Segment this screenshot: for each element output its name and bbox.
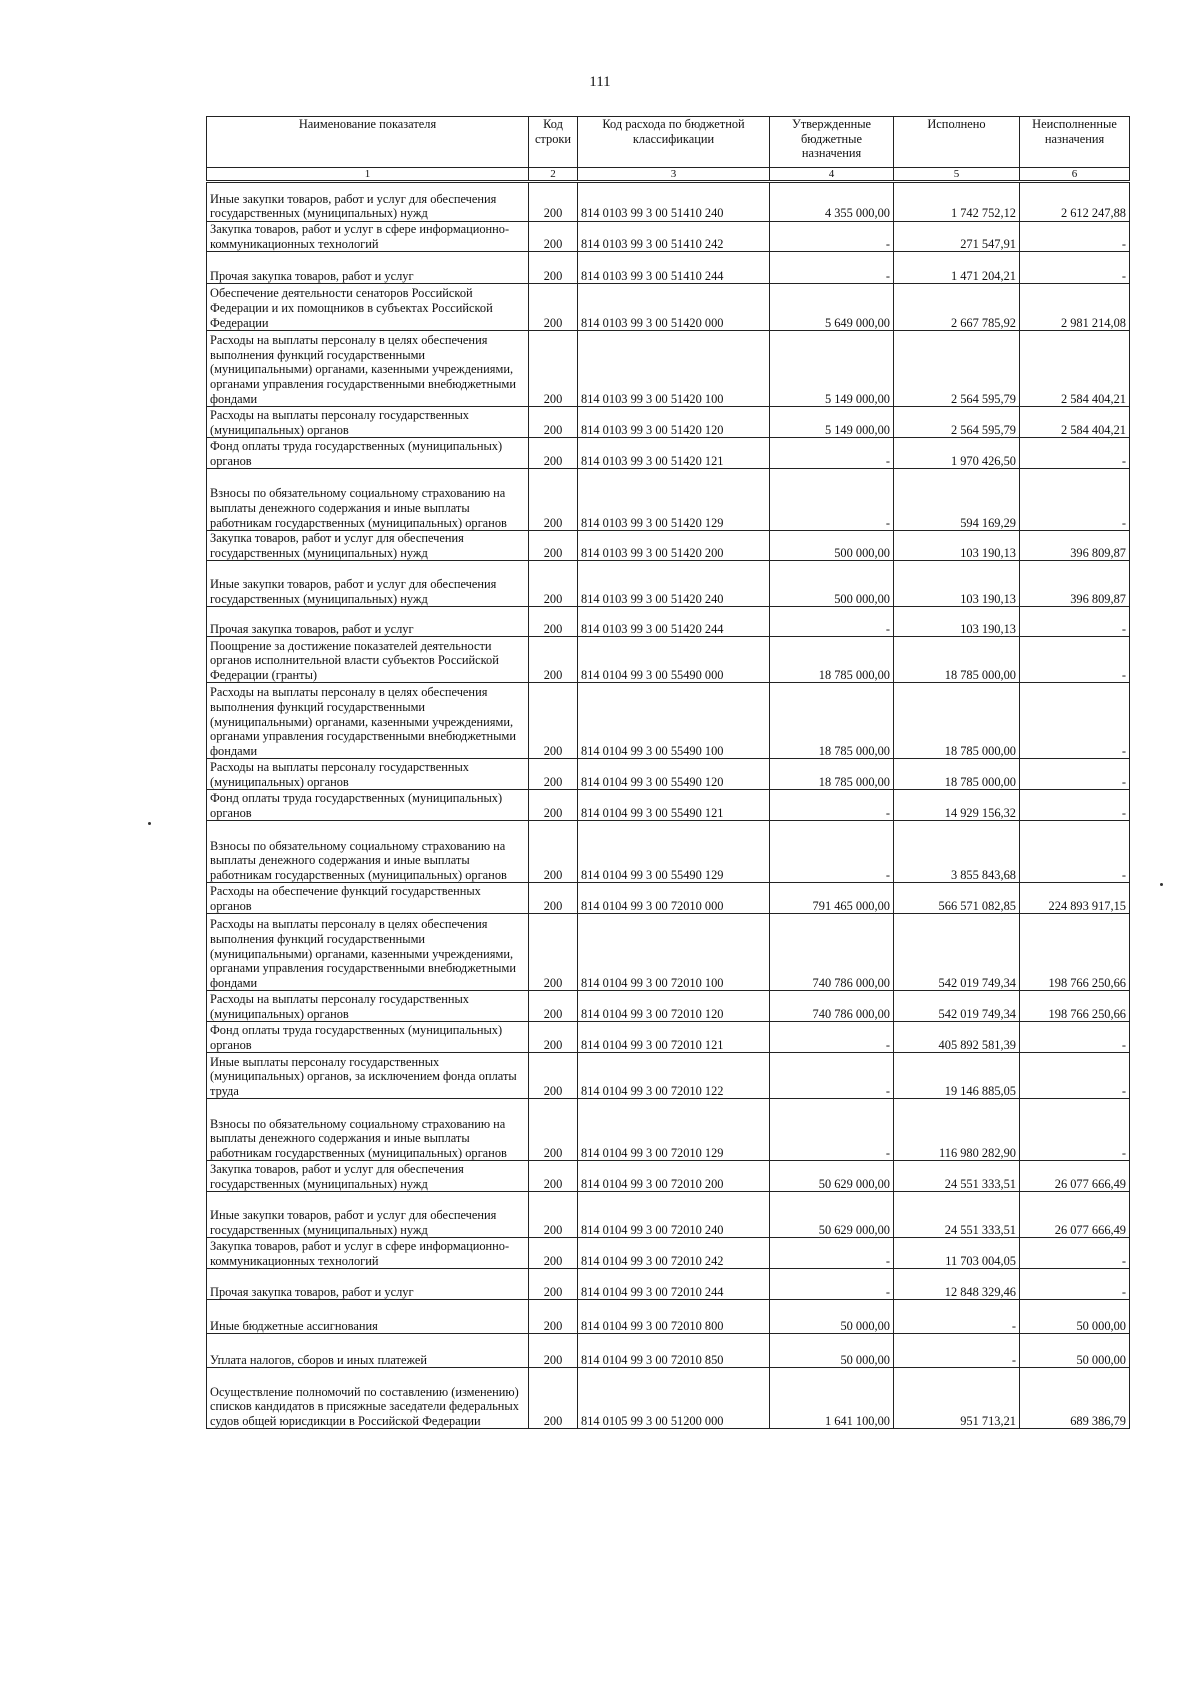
row-approved: 50 000,00 — [770, 1334, 894, 1368]
row-line-code: 200 — [529, 222, 578, 252]
row-line-code: 200 — [529, 1022, 578, 1053]
row-line-code: 200 — [529, 1368, 578, 1429]
row-unexecuted: - — [1020, 1238, 1130, 1269]
row-kbk: 814 0104 99 3 00 55490 100 — [578, 683, 770, 759]
row-kbk: 814 0104 99 3 00 72010 120 — [578, 991, 770, 1022]
table-row — [207, 683, 1130, 759]
table-row — [207, 607, 1130, 637]
row-approved: 1 641 100,00 — [770, 1368, 894, 1429]
row-name: Фонд оплаты труда государственных (муниципальных) органов — [207, 1022, 529, 1053]
table-row — [207, 821, 1130, 883]
row-line-code: 200 — [529, 531, 578, 561]
row-unexecuted: 26 077 666,49 — [1020, 1161, 1130, 1192]
row-unexecuted: - — [1020, 607, 1130, 637]
row-executed: 103 190,13 — [894, 561, 1020, 607]
row-executed: 1 970 426,50 — [894, 438, 1020, 469]
row-name: Расходы на обеспечение функций государственных органов — [207, 883, 529, 914]
row-kbk: 814 0103 99 3 00 51420 121 — [578, 438, 770, 469]
row-name: Расходы на выплаты персоналу государственных (муниципальных) органов — [207, 991, 529, 1022]
row-unexecuted: 396 809,87 — [1020, 531, 1130, 561]
row-unexecuted: - — [1020, 222, 1130, 252]
row-name: Расходы на выплаты персоналу в целях обеспечения выполнения функций государственными (муниципальными) органами, казенными учреждениями, органами управления государственными внебюджетными фондами — [207, 914, 529, 991]
row-kbk: 814 0104 99 3 00 72010 200 — [578, 1161, 770, 1192]
row-approved: 50 000,00 — [770, 1300, 894, 1334]
row-name: Иные закупки товаров, работ и услуг для обеспечения государственных (муниципальных) нужд — [207, 561, 529, 607]
row-executed: 951 713,21 — [894, 1368, 1020, 1429]
row-kbk: 814 0103 99 3 00 51420 129 — [578, 469, 770, 531]
page-number: 111 — [589, 74, 611, 90]
row-line-code: 200 — [529, 182, 578, 222]
row-line-code: 200 — [529, 991, 578, 1022]
row-unexecuted: 689 386,79 — [1020, 1368, 1130, 1429]
row-name: Фонд оплаты труда государственных (муниципальных) органов — [207, 790, 529, 821]
row-name: Иные закупки товаров, работ и услуг для обеспечения государственных (муниципальных) нужд — [207, 182, 529, 222]
table-row — [207, 1022, 1130, 1053]
row-approved: - — [770, 821, 894, 883]
row-name: Взносы по обязательному социальному страхованию на выплаты денежного содержания и иные выплаты работникам государственных (муниципальных) органов — [207, 469, 529, 531]
row-line-code: 200 — [529, 821, 578, 883]
row-approved: 791 465 000,00 — [770, 883, 894, 914]
row-approved: 50 629 000,00 — [770, 1161, 894, 1192]
row-name: Фонд оплаты труда государственных (муниципальных) органов — [207, 438, 529, 469]
row-name: Иные закупки товаров, работ и услуг для обеспечения государственных (муниципальных) нужд — [207, 1192, 529, 1238]
table-row — [207, 1238, 1130, 1269]
row-kbk: 814 0104 99 3 00 72010 000 — [578, 883, 770, 914]
row-executed: - — [894, 1334, 1020, 1368]
row-kbk: 814 0103 99 3 00 51420 240 — [578, 561, 770, 607]
row-line-code: 200 — [529, 284, 578, 331]
row-kbk: 814 0104 99 3 00 72010 100 — [578, 914, 770, 991]
row-name: Осуществление полномочий по составлению (изменению) списков кандидатов в присяжные заседатели федеральных судов общей юрисдикции в Российской Федерации — [207, 1368, 529, 1429]
row-line-code: 200 — [529, 914, 578, 991]
row-approved: - — [770, 1269, 894, 1300]
table-row — [207, 331, 1130, 407]
row-unexecuted: - — [1020, 790, 1130, 821]
column-number: 2 — [529, 168, 578, 182]
row-approved: 740 786 000,00 — [770, 991, 894, 1022]
row-executed: 2 667 785,92 — [894, 284, 1020, 331]
table-row — [207, 883, 1130, 914]
row-approved: - — [770, 222, 894, 252]
row-name: Взносы по обязательному социальному страхованию на выплаты денежного содержания и иные выплаты работникам государственных (муниципальных) органов — [207, 1099, 529, 1161]
row-unexecuted: - — [1020, 252, 1130, 284]
row-executed: 18 785 000,00 — [894, 683, 1020, 759]
row-kbk: 814 0104 99 3 00 55490 000 — [578, 637, 770, 683]
table-row — [207, 759, 1130, 790]
row-line-code: 200 — [529, 759, 578, 790]
row-line-code: 200 — [529, 331, 578, 407]
budget-execution-table — [206, 116, 1130, 1429]
table-row — [207, 222, 1130, 252]
row-executed: 116 980 282,90 — [894, 1099, 1020, 1161]
row-executed: 271 547,91 — [894, 222, 1020, 252]
table-row — [207, 1269, 1130, 1300]
table-row — [207, 914, 1130, 991]
row-kbk: 814 0104 99 3 00 72010 121 — [578, 1022, 770, 1053]
row-approved: 18 785 000,00 — [770, 637, 894, 683]
row-kbk: 814 0105 99 3 00 51200 000 — [578, 1368, 770, 1429]
row-approved: - — [770, 790, 894, 821]
row-executed: 11 703 004,05 — [894, 1238, 1020, 1269]
header-name: Наименование показателя — [207, 117, 529, 168]
table-row — [207, 284, 1130, 331]
row-name: Поощрение за достижение показателей деятельности органов исполнительной власти субъектов Российской Федерации (гранты) — [207, 637, 529, 683]
row-kbk: 814 0104 99 3 00 55490 121 — [578, 790, 770, 821]
row-executed: 1 471 204,21 — [894, 252, 1020, 284]
row-approved: 4 355 000,00 — [770, 182, 894, 222]
table-row — [207, 531, 1130, 561]
table-row — [207, 991, 1130, 1022]
row-kbk: 814 0103 99 3 00 51420 120 — [578, 407, 770, 438]
row-unexecuted: 26 077 666,49 — [1020, 1192, 1130, 1238]
row-unexecuted: 2 981 214,08 — [1020, 284, 1130, 331]
row-approved: 5 149 000,00 — [770, 407, 894, 438]
row-executed: 103 190,13 — [894, 607, 1020, 637]
row-approved: 5 149 000,00 — [770, 331, 894, 407]
row-name: Прочая закупка товаров, работ и услуг — [207, 252, 529, 284]
row-name: Иные выплаты персоналу государственных (муниципальных) органов, за исключением фонда оплаты труда — [207, 1053, 529, 1099]
table-row — [207, 182, 1130, 222]
row-unexecuted: - — [1020, 1269, 1130, 1300]
table-row — [207, 1053, 1130, 1099]
header-executed: Исполнено — [894, 117, 1020, 168]
row-kbk: 814 0103 99 3 00 51420 244 — [578, 607, 770, 637]
row-executed: 19 146 885,05 — [894, 1053, 1020, 1099]
row-unexecuted: 2 584 404,21 — [1020, 407, 1130, 438]
row-name: Уплата налогов, сборов и иных платежей — [207, 1334, 529, 1368]
row-approved: 18 785 000,00 — [770, 759, 894, 790]
row-line-code: 200 — [529, 637, 578, 683]
row-executed: 14 929 156,32 — [894, 790, 1020, 821]
row-name: Взносы по обязательному социальному страхованию на выплаты денежного содержания и иные выплаты работникам государственных (муниципальных) органов — [207, 821, 529, 883]
row-unexecuted: 2 584 404,21 — [1020, 331, 1130, 407]
row-approved: 18 785 000,00 — [770, 683, 894, 759]
row-line-code: 200 — [529, 683, 578, 759]
row-approved: 500 000,00 — [770, 561, 894, 607]
row-unexecuted: - — [1020, 469, 1130, 531]
row-kbk: 814 0104 99 3 00 72010 800 — [578, 1300, 770, 1334]
row-kbk: 814 0104 99 3 00 55490 129 — [578, 821, 770, 883]
row-name: Расходы на выплаты персоналу в целях обеспечения выполнения функций государственными (муниципальными) органами, казенными учреждениями, органами управления государственными внебюджетными фондами — [207, 331, 529, 407]
column-number: 4 — [770, 168, 894, 182]
row-kbk: 814 0103 99 3 00 51410 244 — [578, 252, 770, 284]
row-unexecuted: - — [1020, 1022, 1130, 1053]
row-line-code: 200 — [529, 1192, 578, 1238]
row-executed: 542 019 749,34 — [894, 914, 1020, 991]
table-row — [207, 1099, 1130, 1161]
row-approved: 500 000,00 — [770, 531, 894, 561]
row-executed: 24 551 333,51 — [894, 1161, 1020, 1192]
row-line-code: 200 — [529, 252, 578, 284]
row-line-code: 200 — [529, 883, 578, 914]
row-unexecuted: - — [1020, 759, 1130, 790]
row-line-code: 200 — [529, 1099, 578, 1161]
row-name: Расходы на выплаты персоналу государственных (муниципальных) органов — [207, 759, 529, 790]
header-unexecuted: Неисполненные назначения — [1020, 117, 1130, 168]
table-row — [207, 252, 1130, 284]
row-name: Прочая закупка товаров, работ и услуг — [207, 1269, 529, 1300]
row-executed: 1 742 752,12 — [894, 182, 1020, 222]
table-row — [207, 1300, 1130, 1334]
row-approved: 50 629 000,00 — [770, 1192, 894, 1238]
row-kbk: 814 0104 99 3 00 72010 122 — [578, 1053, 770, 1099]
row-approved: 5 649 000,00 — [770, 284, 894, 331]
row-approved: 740 786 000,00 — [770, 914, 894, 991]
row-executed: - — [894, 1300, 1020, 1334]
row-name: Закупка товаров, работ и услуг в сфере информационно-коммуникационных технологий — [207, 1238, 529, 1269]
table-row — [207, 790, 1130, 821]
row-approved: - — [770, 438, 894, 469]
row-unexecuted: 198 766 250,66 — [1020, 991, 1130, 1022]
row-kbk: 814 0104 99 3 00 55490 120 — [578, 759, 770, 790]
scan-speck — [148, 822, 151, 825]
row-name: Обеспечение деятельности сенаторов Российской Федерации и их помощников в субъектах Российской Федерации — [207, 284, 529, 331]
row-name: Расходы на выплаты персоналу в целях обеспечения выполнения функций государственными (муниципальными) органами, казенными учреждениями, органами управления государственными внебюджетными фондами — [207, 683, 529, 759]
row-executed: 566 571 082,85 — [894, 883, 1020, 914]
column-number-row — [207, 168, 1130, 182]
row-approved: - — [770, 1238, 894, 1269]
row-unexecuted: 50 000,00 — [1020, 1300, 1130, 1334]
table-row — [207, 1334, 1130, 1368]
row-line-code: 200 — [529, 438, 578, 469]
row-approved: - — [770, 1022, 894, 1053]
row-kbk: 814 0103 99 3 00 51410 240 — [578, 182, 770, 222]
row-kbk: 814 0103 99 3 00 51420 200 — [578, 531, 770, 561]
row-name: Расходы на выплаты персоналу государственных (муниципальных) органов — [207, 407, 529, 438]
row-executed: 103 190,13 — [894, 531, 1020, 561]
row-line-code: 200 — [529, 561, 578, 607]
row-line-code: 200 — [529, 1269, 578, 1300]
row-unexecuted: 396 809,87 — [1020, 561, 1130, 607]
row-approved: - — [770, 1099, 894, 1161]
header-approved: Утвержденные бюджетные назначения — [770, 117, 894, 168]
row-line-code: 200 — [529, 1300, 578, 1334]
header-kbk: Код расхода по бюджетной классификации — [578, 117, 770, 168]
row-kbk: 814 0104 99 3 00 72010 244 — [578, 1269, 770, 1300]
row-unexecuted: 2 612 247,88 — [1020, 182, 1130, 222]
row-kbk: 814 0104 99 3 00 72010 129 — [578, 1099, 770, 1161]
column-number: 3 — [578, 168, 770, 182]
row-line-code: 200 — [529, 790, 578, 821]
row-executed: 12 848 329,46 — [894, 1269, 1020, 1300]
scan-speck — [1160, 883, 1163, 886]
row-unexecuted: - — [1020, 438, 1130, 469]
row-name: Прочая закупка товаров, работ и услуг — [207, 607, 529, 637]
table-row — [207, 1192, 1130, 1238]
row-unexecuted: 198 766 250,66 — [1020, 914, 1130, 991]
row-executed: 18 785 000,00 — [894, 759, 1020, 790]
table-row — [207, 1161, 1130, 1192]
row-line-code: 200 — [529, 607, 578, 637]
row-executed: 405 892 581,39 — [894, 1022, 1020, 1053]
row-approved: - — [770, 469, 894, 531]
column-number: 5 — [894, 168, 1020, 182]
row-kbk: 814 0104 99 3 00 72010 242 — [578, 1238, 770, 1269]
row-kbk: 814 0103 99 3 00 51420 100 — [578, 331, 770, 407]
row-kbk: 814 0104 99 3 00 72010 240 — [578, 1192, 770, 1238]
row-name: Закупка товаров, работ и услуг в сфере информационно-коммуникационных технологий — [207, 222, 529, 252]
row-kbk: 814 0103 99 3 00 51410 242 — [578, 222, 770, 252]
header-line-code: Код строки — [529, 117, 578, 168]
row-approved: - — [770, 607, 894, 637]
row-unexecuted: 50 000,00 — [1020, 1334, 1130, 1368]
row-unexecuted: - — [1020, 1053, 1130, 1099]
row-unexecuted: 224 893 917,15 — [1020, 883, 1130, 914]
row-executed: 2 564 595,79 — [894, 331, 1020, 407]
row-kbk: 814 0103 99 3 00 51420 000 — [578, 284, 770, 331]
row-name: Закупка товаров, работ и услуг для обеспечения государственных (муниципальных) нужд — [207, 531, 529, 561]
table-row — [207, 561, 1130, 607]
row-line-code: 200 — [529, 1334, 578, 1368]
row-line-code: 200 — [529, 1238, 578, 1269]
table-body — [207, 182, 1130, 1429]
row-approved: - — [770, 1053, 894, 1099]
row-unexecuted: - — [1020, 683, 1130, 759]
row-line-code: 200 — [529, 407, 578, 438]
table-row — [207, 407, 1130, 438]
row-unexecuted: - — [1020, 1099, 1130, 1161]
row-line-code: 200 — [529, 469, 578, 531]
table-row — [207, 438, 1130, 469]
row-approved: - — [770, 252, 894, 284]
row-executed: 2 564 595,79 — [894, 407, 1020, 438]
table-row — [207, 469, 1130, 531]
row-name: Иные бюджетные ассигнования — [207, 1300, 529, 1334]
table-header-row — [207, 117, 1130, 168]
row-executed: 24 551 333,51 — [894, 1192, 1020, 1238]
row-executed: 3 855 843,68 — [894, 821, 1020, 883]
row-unexecuted: - — [1020, 637, 1130, 683]
table-row — [207, 1368, 1130, 1429]
row-executed: 542 019 749,34 — [894, 991, 1020, 1022]
table-row — [207, 637, 1130, 683]
row-kbk: 814 0104 99 3 00 72010 850 — [578, 1334, 770, 1368]
row-unexecuted: - — [1020, 821, 1130, 883]
row-executed: 594 169,29 — [894, 469, 1020, 531]
row-name: Закупка товаров, работ и услуг для обеспечения государственных (муниципальных) нужд — [207, 1161, 529, 1192]
row-executed: 18 785 000,00 — [894, 637, 1020, 683]
column-number: 1 — [207, 168, 529, 182]
row-line-code: 200 — [529, 1053, 578, 1099]
row-line-code: 200 — [529, 1161, 578, 1192]
column-number: 6 — [1020, 168, 1130, 182]
